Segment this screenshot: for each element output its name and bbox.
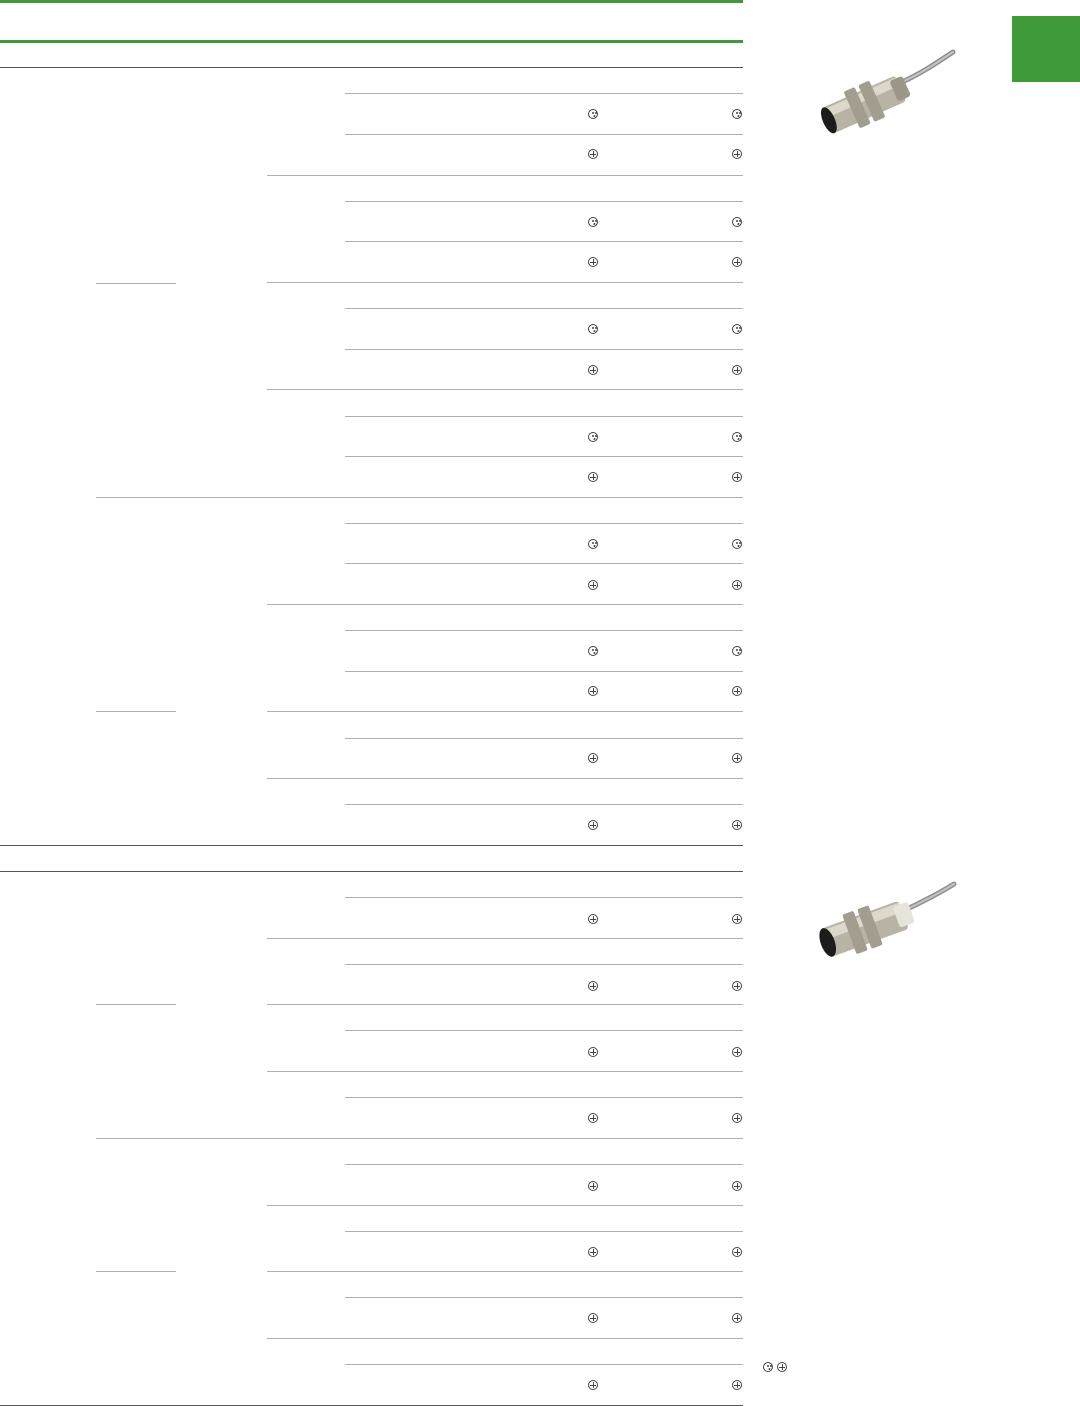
connector-4-pin-icon [732, 820, 742, 830]
table-rule [267, 1271, 743, 1272]
table-rule [0, 845, 743, 846]
table-rule [345, 964, 743, 965]
table-rule [0, 871, 743, 872]
connector-4-pin-icon [588, 820, 598, 830]
legend-connector-3-pin-icon [763, 1362, 773, 1372]
connector-4-pin-icon [732, 1047, 742, 1057]
connector-3-pin-icon [732, 324, 742, 334]
connector-4-pin-icon [732, 365, 742, 375]
table-rule [267, 1338, 743, 1339]
table-rule [345, 93, 743, 94]
table-rule [96, 1138, 743, 1139]
table-rule [345, 1297, 743, 1298]
connector-4-pin-icon [588, 1313, 598, 1323]
connector-4-pin-icon [588, 914, 598, 924]
table-rule [345, 349, 743, 350]
connector-4-pin-icon [588, 149, 598, 159]
table-rule [96, 497, 743, 498]
connector-4-pin-icon [732, 472, 742, 482]
connector-4-pin-icon [588, 257, 598, 267]
table-rule [96, 711, 176, 712]
table-rule [267, 604, 743, 605]
table-rule [345, 456, 743, 457]
connector-3-pin-icon [588, 324, 598, 334]
table-rule [267, 938, 743, 939]
table-rule [345, 738, 743, 739]
table-rule [345, 1097, 743, 1098]
connector-3-pin-icon [732, 646, 742, 656]
connector-3-pin-icon [732, 432, 742, 442]
connector-4-pin-icon [588, 1247, 598, 1257]
connector-4-pin-icon [588, 753, 598, 763]
header-rule-bottom [0, 40, 743, 43]
connector-3-pin-icon [588, 539, 598, 549]
header-rule-top [0, 0, 743, 3]
table-rule [345, 671, 743, 672]
connector-4-pin-icon [588, 365, 598, 375]
connector-4-pin-icon [588, 472, 598, 482]
table-rule [345, 1030, 743, 1031]
connector-3-pin-icon [588, 432, 598, 442]
connector-4-pin-icon [588, 686, 598, 696]
table-rule [96, 1271, 176, 1272]
connector-3-pin-icon [732, 217, 742, 227]
table-rule [345, 134, 743, 135]
table-rule [345, 1231, 743, 1232]
table-rule [267, 282, 743, 283]
table-rule [345, 201, 743, 202]
connector-3-pin-icon [732, 109, 742, 119]
table-rule [345, 241, 743, 242]
connector-3-pin-icon [588, 646, 598, 656]
table-rule [345, 308, 743, 309]
connector-4-pin-icon [732, 914, 742, 924]
table-rule [267, 1071, 743, 1072]
table-rule [345, 804, 743, 805]
connector-4-pin-icon [732, 257, 742, 267]
table-rule [267, 175, 743, 176]
connector-4-pin-icon [588, 981, 598, 991]
connector-3-pin-icon [732, 539, 742, 549]
connector-4-pin-icon [732, 1113, 742, 1123]
connector-4-pin-icon [732, 981, 742, 991]
connector-4-pin-icon [732, 686, 742, 696]
connector-3-pin-icon [588, 217, 598, 227]
connector-4-pin-icon [732, 580, 742, 590]
table-rule [345, 1164, 743, 1165]
connector-4-pin-icon [732, 149, 742, 159]
table-rule [345, 1364, 743, 1365]
connector-4-pin-icon [588, 1047, 598, 1057]
connector-4-pin-icon [732, 753, 742, 763]
legend-connector-4-pin-icon [777, 1362, 787, 1372]
table-rule [345, 416, 743, 417]
section-tab [1012, 16, 1080, 82]
connector-4-pin-icon [588, 1113, 598, 1123]
connector-4-pin-icon [588, 1181, 598, 1191]
table-rule [267, 1205, 743, 1206]
table-rule [96, 283, 176, 284]
table-rule [345, 563, 743, 564]
connector-3-pin-icon [588, 109, 598, 119]
connector-4-pin-icon [588, 1380, 598, 1390]
table-rule [267, 711, 743, 712]
product-photo-bottom [810, 872, 960, 962]
table-rule [345, 630, 743, 631]
connector-4-pin-icon [732, 1181, 742, 1191]
table-rule [0, 67, 743, 68]
connector-4-pin-icon [732, 1380, 742, 1390]
table-rule [345, 523, 743, 524]
connector-4-pin-icon [732, 1313, 742, 1323]
product-photo-top [810, 44, 960, 139]
table-rule [345, 897, 743, 898]
table-rule [267, 389, 743, 390]
connector-4-pin-icon [732, 1247, 742, 1257]
table-rule [267, 778, 743, 779]
table-rule [267, 1004, 743, 1005]
connector-4-pin-icon [588, 580, 598, 590]
table-rule [96, 1004, 176, 1005]
